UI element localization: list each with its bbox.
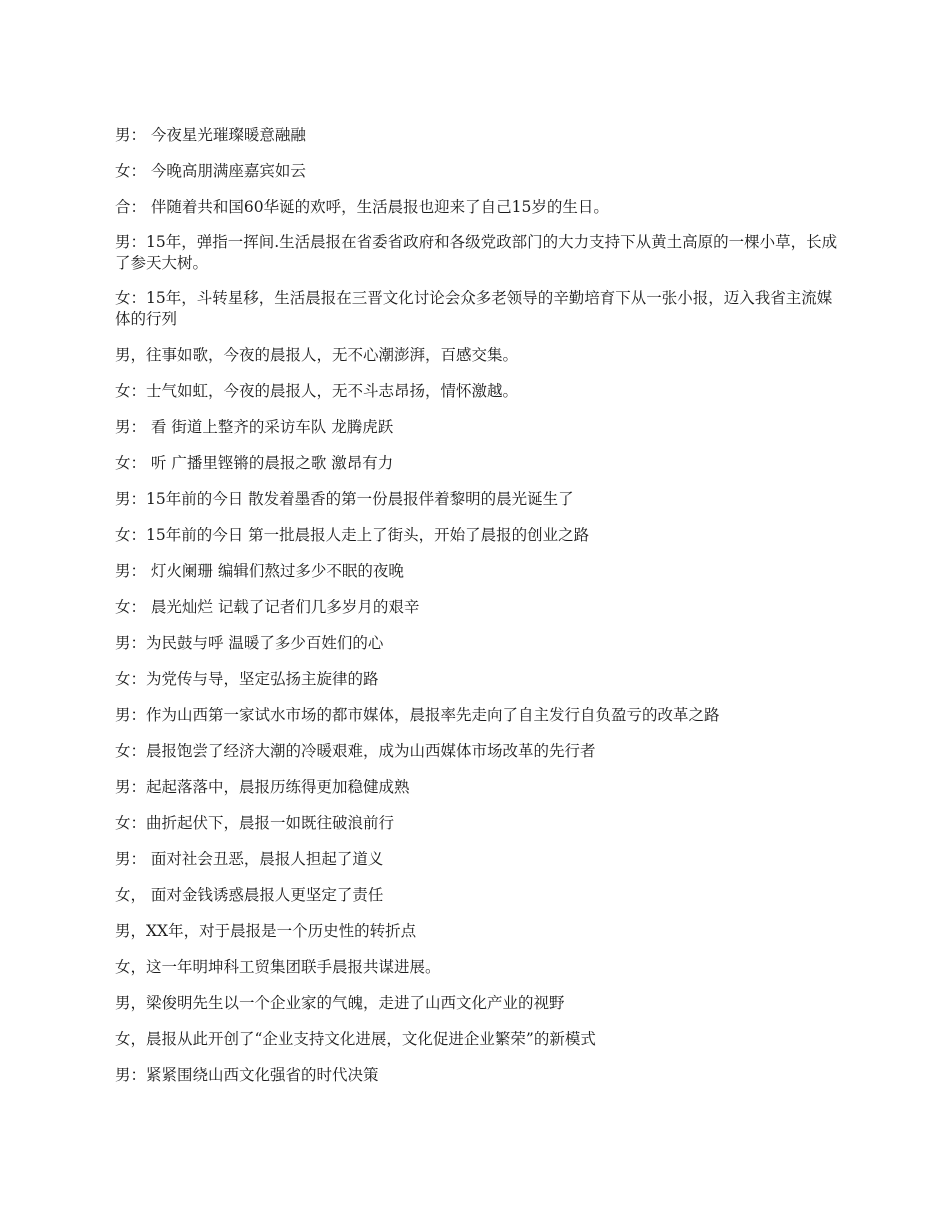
script-line-19: 女：曲折起伏下，晨报一如既往破浪前行 (115, 814, 395, 832)
script-line-17: 女：晨报饱尝了经济大潮的冷暖艰难，成为山西媒体市场改革的先行者 (115, 742, 596, 760)
script-line-2: 女： 今晚高朋满座嘉宾如云 (115, 162, 306, 180)
script-line-22: 男，XX年，对于晨报是一个历史性的转折点 (115, 922, 417, 940)
script-line-16: 男：作为山西第一家试水市场的都市媒体，晨报率先走向了自主发行自负盈亏的改革之路 (115, 706, 720, 724)
script-line-5: 女：15年，斗转星移，生活晨报在三晋文化讨论会众多老领导的辛勤培育下从一张小报，迈入我省主流媒体的行列 (115, 289, 833, 328)
script-line-21: 女， 面对金钱诱惑晨报人更坚定了责任 (115, 886, 384, 904)
script-line-13: 女： 晨光灿烂 记载了记者们几多岁月的艰辛 (115, 598, 420, 616)
script-line-20: 男： 面对社会丑恶，晨报人担起了道义 (115, 850, 384, 868)
script-text (115, 124, 845, 1100)
script-line-18: 男：起起落落中，晨报历练得更加稳健成熟 (115, 778, 410, 796)
script-line-1: 男： 今夜星光璀璨暖意融融 (115, 126, 306, 144)
script-line-15: 女：为党传与导，坚定弘扬主旋律的路 (115, 670, 379, 688)
script-line-8: 男： 看 街道上整齐的采访车队 龙腾虎跃 (115, 418, 394, 436)
script-line-26: 男：紧紧围绕山西文化强省的时代决策 (115, 1066, 379, 1084)
script-line-12: 男： 灯火阑珊 编辑们熬过多少不眠的夜晚 (115, 562, 404, 580)
script-line-10: 男：15年前的今日 散发着墨香的第一份晨报伴着黎明的晨光诞生了 (115, 490, 574, 508)
script-line-23: 女，这一年明坤科工贸集团联手晨报共谋进展。 (115, 958, 441, 976)
script-line-3: 合： 伴随着共和国60华诞的欢呼，生活晨报也迎来了自己15岁的生日。 (115, 198, 609, 216)
script-line-24: 男，梁俊明先生以一个企业家的气魄，走进了山西文化产业的视野 (115, 994, 565, 1012)
script-line-9: 女： 听 广播里铿锵的晨报之歌 激昂有力 (115, 454, 394, 472)
script-line-11: 女：15年前的今日 第一批晨报人走上了街头，开始了晨报的创业之路 (115, 526, 590, 544)
script-line-25: 女，晨报从此开创了“企业支持文化进展，文化促进企业繁荣”的新模式 (115, 1030, 596, 1048)
script-line-7: 女：士气如虹，今夜的晨报人，无不斗志昂扬，情怀激越。 (115, 382, 519, 400)
script-line-14: 男：为民鼓与呼 温暖了多少百姓们的心 (115, 634, 384, 652)
script-line-6: 男，往事如歌，今夜的晨报人，无不心潮澎湃，百感交集。 (115, 346, 519, 364)
script-line-4: 男：15年，弹指一挥间.生活晨报在省委省政府和各级党政部门的大力支持下从黄土高原的一棵小草，长成了参天大树。 (115, 233, 838, 272)
